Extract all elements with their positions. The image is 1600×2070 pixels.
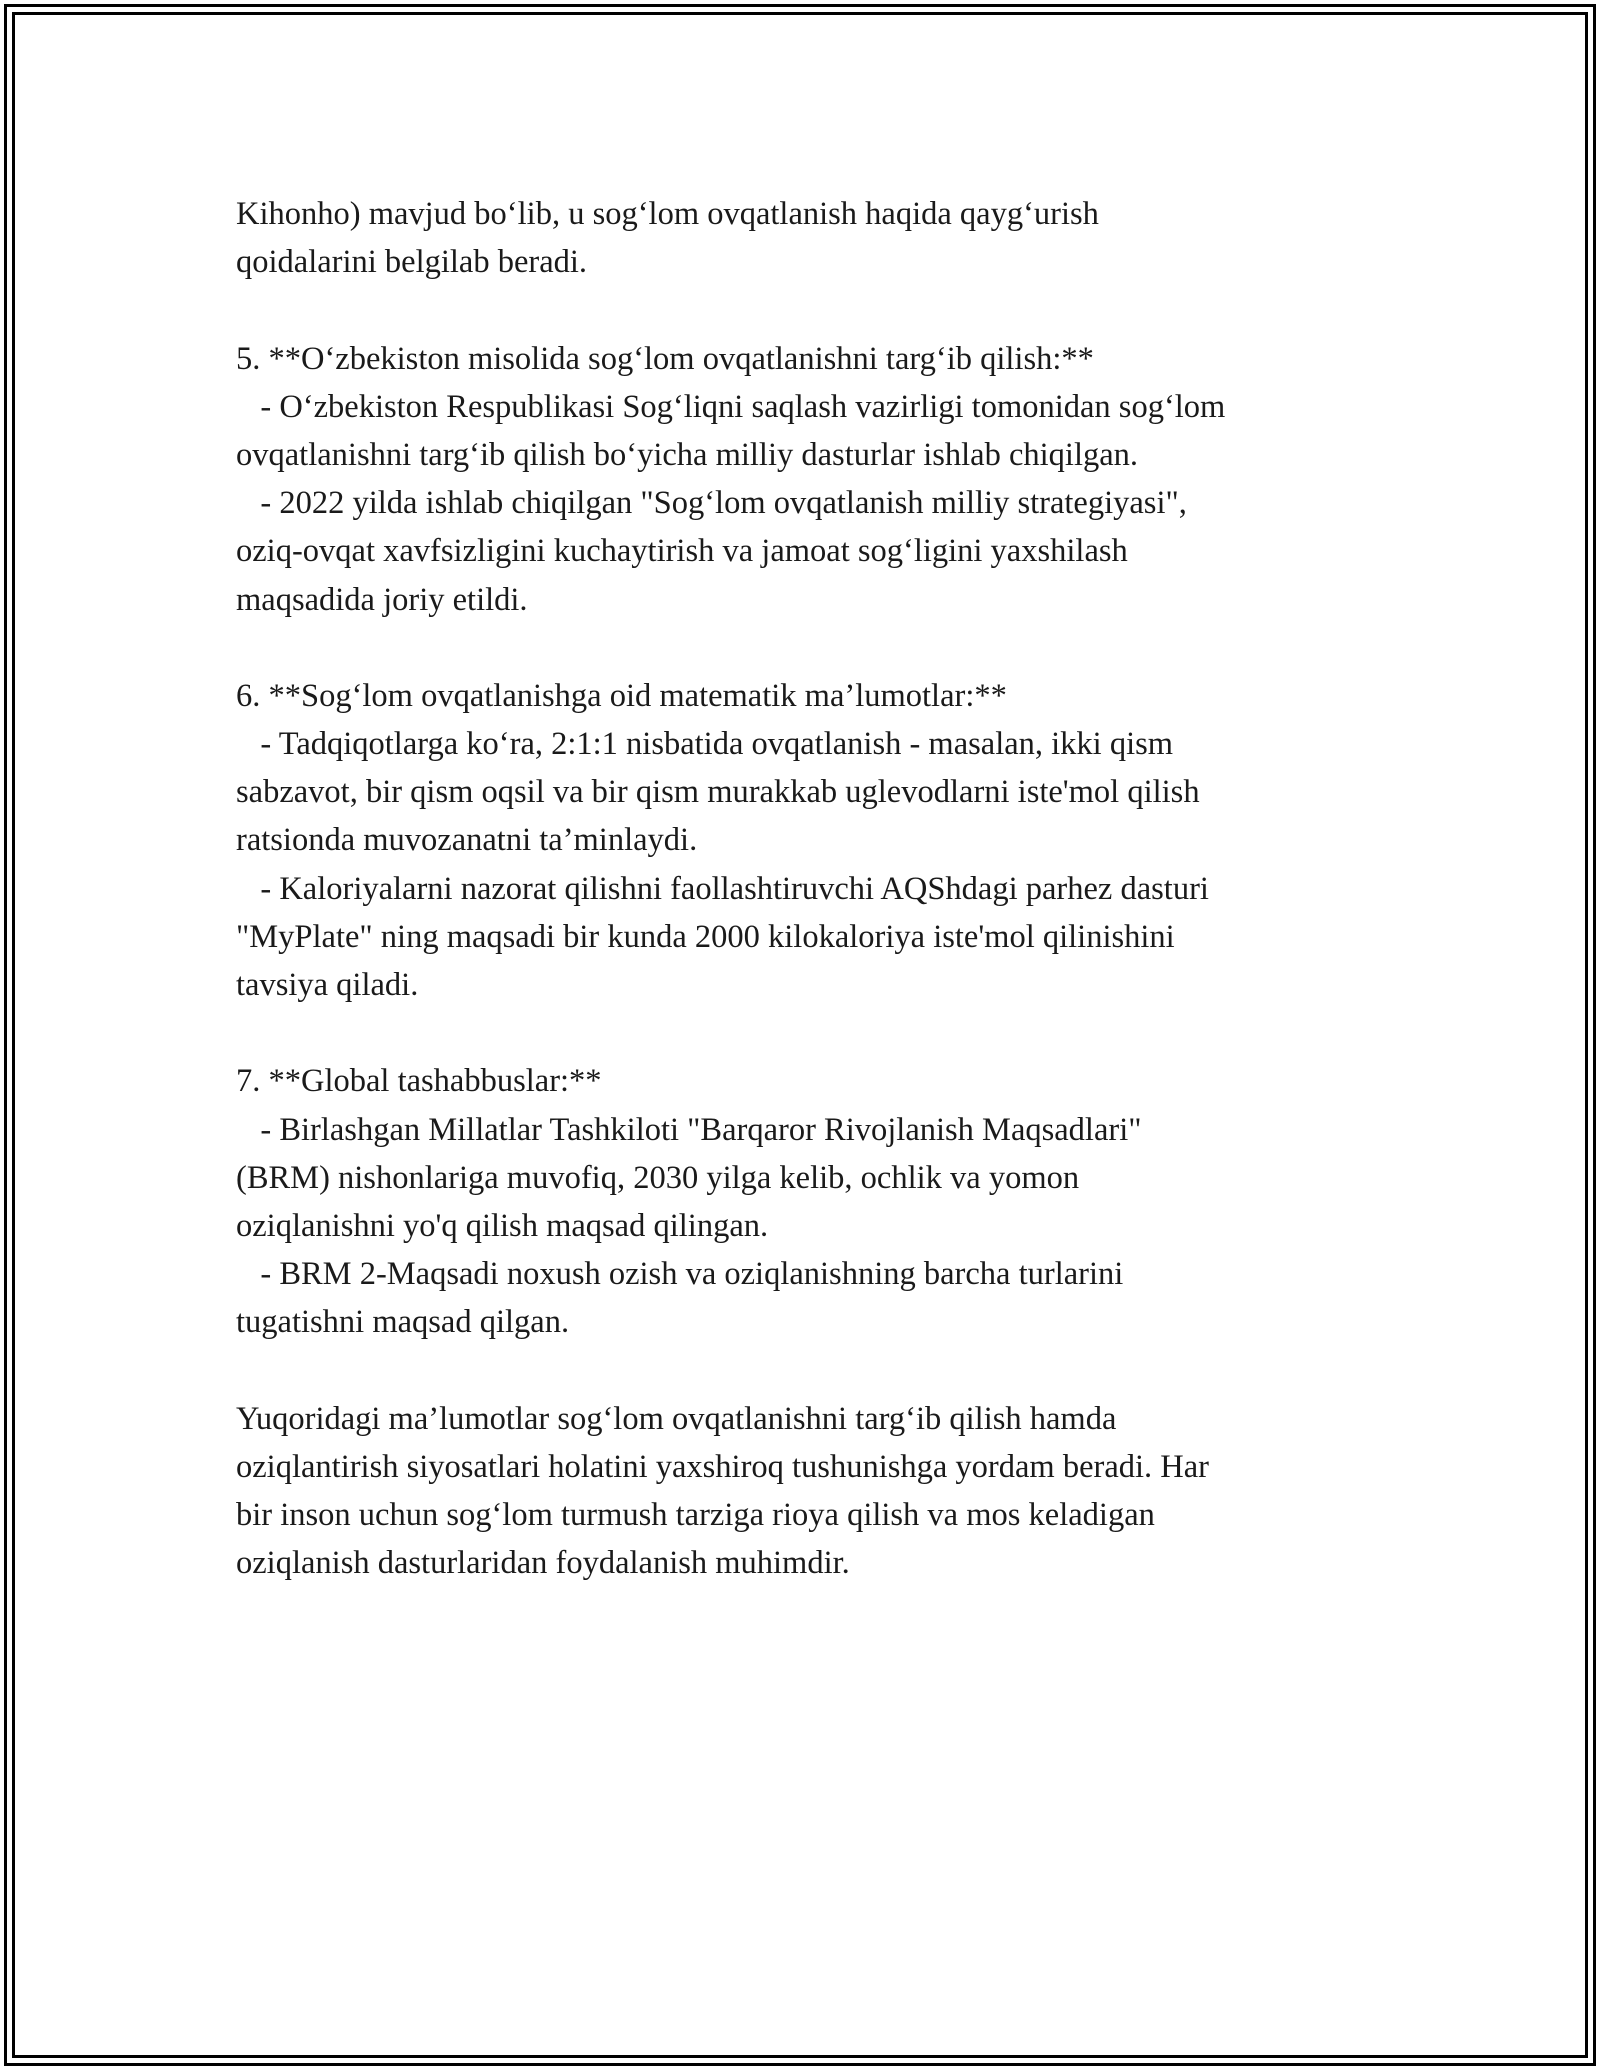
intro-paragraph [236, 190, 1386, 286]
text-line: - BRM 2-Maqsadi noxush ozish va oziqlanishning barcha turlarini [236, 1256, 1124, 1293]
paragraph-gap [236, 1347, 1386, 1395]
conclusion-paragraph [236, 1395, 1386, 1588]
text-line: oziq-ovqat xavfsizligini kuchaytirish va jamoat sog‘ligini yaxshilash [236, 533, 1128, 570]
text-line: tugatishni maqsad qilgan. [236, 1304, 570, 1341]
text-line: tavsiya qiladi. [236, 967, 419, 1003]
section-6 [236, 672, 1386, 1009]
text-line: bir inson uchun sog‘lom turmush tarziga rioya qilish va mos keladigan [236, 1497, 1155, 1534]
text-line: - 2022 yilda ishlab chiqilgan "Sog‘lom ovqatlanish milliy strategiyasi", [236, 485, 1187, 522]
paragraph-gap [236, 1009, 1386, 1057]
text-line: "MyPlate" ning maqsadi bir kunda 2000 kilokaloriya iste'mol qilinishini [236, 918, 1175, 955]
section-7 [236, 1057, 1386, 1346]
text-line: ovqatlanishni targ‘ib qilish bo‘yicha milliy dasturlar ishlab chiqilgan. [236, 436, 1139, 473]
paragraph-gap [236, 286, 1386, 334]
text-line: ratsionda muvozanatni ta’minlaydi. [236, 822, 698, 859]
section-heading: 5. **O‘zbekiston misolida sog‘lom ovqatlanishni targ‘ib qilish:** [236, 340, 1094, 377]
section-heading: 7. **Global tashabbuslar:** [236, 1063, 602, 1100]
text-line: oziqlanishni yo'q qilish maqsad qilingan. [236, 1207, 769, 1244]
section-5 [236, 335, 1386, 624]
paragraph-gap [236, 624, 1386, 672]
text-line: qoidalarini belgilab beradi. [236, 244, 588, 281]
text-line: (BRM) nishonlariga muvofiq, 2030 yilga kelib, ochlik va yomon [236, 1159, 1080, 1196]
text-line: - Tadqiqotlarga ko‘ra, 2:1:1 nisbatida ovqatlanish - masalan, ikki qism [236, 726, 1174, 763]
text-line: maqsadida joriy etildi. [236, 581, 528, 618]
text-line: Yuqoridagi ma’lumotlar sog‘lom ovqatlanishni targ‘ib qilish hamda [236, 1400, 1117, 1437]
text-line: - O‘zbekiston Respublikasi Sog‘liqni saqlash vazirligi tomonidan sog‘lom [236, 388, 1226, 425]
text-line: oziqlantirish siyosatlari holatini yaxshiroq tushunishga yordam beradi. Har [236, 1448, 1210, 1485]
document-body [236, 190, 1386, 1587]
text-line: Kihonho) mavjud bo‘lib, u sog‘lom ovqatlanish haqida qayg‘urish [236, 196, 1099, 232]
text-line: - Kaloriyalarni nazorat qilishni faollashtiruvchi AQShdagi parhez dasturi [236, 870, 1209, 907]
text-line: oziqlanish dasturlaridan foydalanish muhimdir. [236, 1545, 850, 1582]
section-heading: 6. **Sog‘lom ovqatlanishga oid matematik ma’lumotlar:** [236, 677, 1007, 714]
text-line: - Birlashgan Millatlar Tashkiloti "Barqaror Rivojlanish Maqsadlari" [236, 1111, 1142, 1148]
text-line: sabzavot, bir qism oqsil va bir qism murakkab uglevodlarni iste'mol qilish [236, 774, 1200, 811]
